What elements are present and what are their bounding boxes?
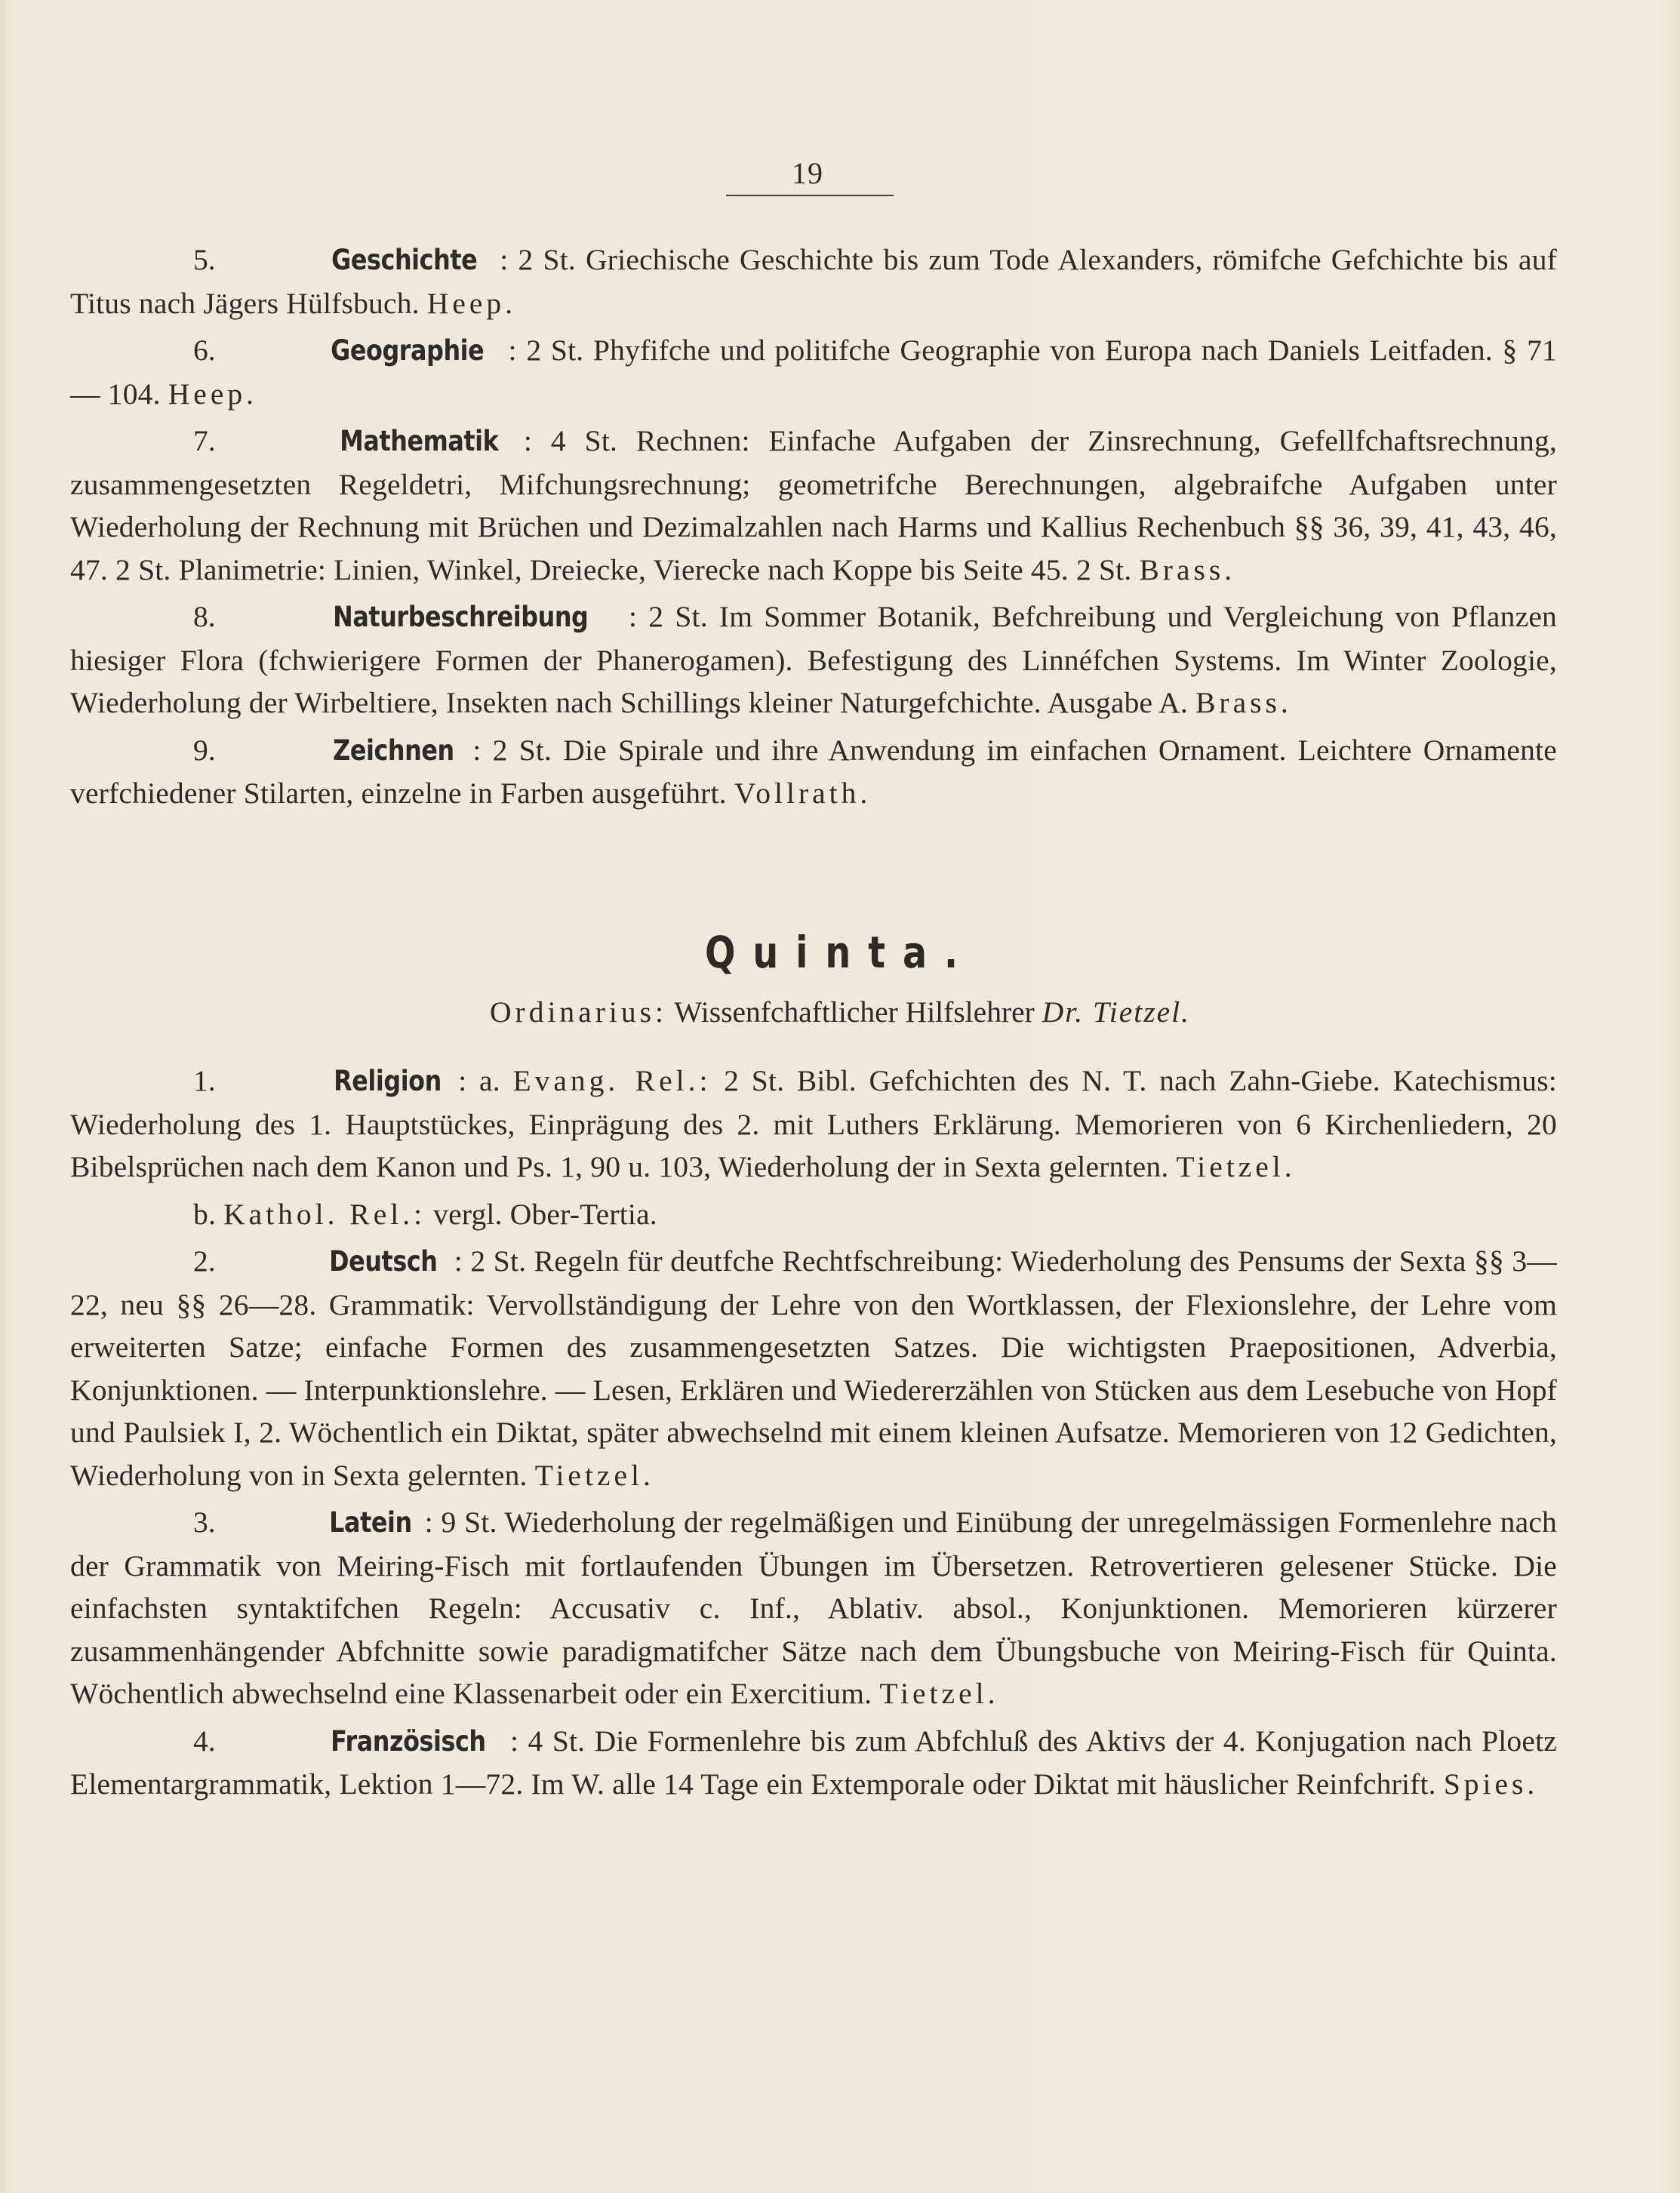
entry-teacher: Brass. xyxy=(1195,686,1292,719)
entry-mathematik xyxy=(70,420,1557,591)
section-heading-quinta: Quinta. xyxy=(704,927,976,978)
entry-number: 7. xyxy=(193,424,216,457)
entry-teacher: Brass. xyxy=(1139,552,1236,586)
entry-text: 2 St. Bibl. Gefchichten des N. T. nach Zahn-Giebe. Katechismus: Wiederholung des 1. Hauptstückes, Einprägung des 2. mit Luthers Erklärung. Memorieren von 6 Kirchenliedern, 20 Bibelsprüchen nach dem Kanon und Ps. 1, 90 u. 103, Wiederholung der in Sexta gelernten. xyxy=(70,1064,1557,1183)
entry-text: : 2 St. Im Sommer Botanik, Befchreibung und Vergleichung von Pflanzen hiesiger Flora (fchwierigere Formen der Phanerogamen). Befestigung des Linnéfchen Systems. Im Winter Zoologie, Wiederholung der Wirbeltiere, Insekten nach Schillings kleiner Naturgefchichte. Ausgabe A. xyxy=(70,600,1558,719)
entry-naturbeschreibung xyxy=(70,595,1557,724)
entry-subject: Französisch xyxy=(331,1724,486,1758)
entry-subject: Deutsch xyxy=(329,1245,438,1278)
entry-number: 5. xyxy=(193,243,216,276)
ordinarius-line xyxy=(0,995,1680,1029)
section-previous-class xyxy=(70,238,1557,815)
entry-teacher: Tietzel. xyxy=(879,1677,999,1710)
entry-subject: Mathematik xyxy=(340,425,499,457)
entry-franzoesisch xyxy=(70,1720,1557,1806)
entry-number: 9. xyxy=(193,733,216,767)
entry-teacher: Vollrath. xyxy=(734,777,872,810)
page-number: 19 xyxy=(792,156,823,190)
ordinarius-name: Dr. Tietzel. xyxy=(1042,995,1190,1029)
entry-text: : 2 St. Phyfifche und politifche Geographie von Europa nach Daniels Leitfaden. § 71 — 104. xyxy=(70,334,1558,411)
entry-geschichte xyxy=(70,238,1557,324)
entry-number: 2. xyxy=(193,1244,216,1278)
entry-label: Kathol. Rel.: xyxy=(223,1197,426,1231)
entry-text: : 4 St. Die Formenlehre bis zum Abfchluß des Aktivs der 4. Konjugation nach Ploetz Elementargrammatik, Lektion 1—72. Im W. alle 14 Tage ein Extemporale oder Diktat mit häuslicher Reinfchrift. xyxy=(70,1724,1558,1801)
entry-text: : 4 St. Rechnen: Einfache Aufgaben der Zinsrechnung, Gefellfchaftsrechnung, zusammengesetzten Regeldetri, Mifchungsrechnung; geometrifche Berechnungen, algebraifche Aufgaben unter Wiederholung der Rechnung mit Brüchen und Dezimalzahlen nach Harms und Kallius Rechenbuch §§ 36, 39, 41, 43, 46, 47. 2 St. Planimetrie: Linien, Winkel, Dreiecke, Vierecke nach Koppe bis Seite 45. 2 St. xyxy=(70,424,1557,586)
entry-number: 6. xyxy=(193,334,216,367)
entry-teacher: Heep. xyxy=(426,286,517,320)
entry-teacher: Heep. xyxy=(168,377,257,411)
section-quinta xyxy=(70,1060,1557,1806)
entry-deutsch xyxy=(70,1240,1557,1496)
entry-text: b. xyxy=(193,1197,224,1231)
entry-zeichnen xyxy=(70,729,1557,815)
ordinarius-label: Ordinarius: xyxy=(490,995,667,1029)
entry-text: vergl. Ober-Tertia. xyxy=(426,1197,657,1231)
entry-subject: Religion xyxy=(334,1065,442,1097)
entry-religion xyxy=(70,1060,1557,1189)
entry-kathol xyxy=(70,1193,1557,1236)
entry-number: 8. xyxy=(193,600,216,633)
entry-subject: Naturbeschreibung xyxy=(332,601,589,633)
entry-subject: Latein xyxy=(329,1506,413,1539)
entry-text: : 2 St. Die Spirale und ihre Anwendung im einfachen Ornament. Leichtere Ornamente verfchiedener Stilarten, einzelne in Farben ausgeführt. xyxy=(70,733,1558,810)
entry-text: : 2 St. Griechische Geschichte bis zum Tode Alexanders, römifche Gefchichte bis auf Titus nach Jägers Hülfsbuch. xyxy=(70,243,1557,320)
entry-subject: Geschichte xyxy=(331,244,477,276)
entry-subject: Geographie xyxy=(331,334,485,367)
entry-teacher: Spies. xyxy=(1443,1767,1539,1801)
entry-teacher: Tietzel. xyxy=(1176,1150,1296,1183)
entry-label: Evang. Rel.: xyxy=(512,1064,712,1097)
entry-text: : 9 St. Wiederholung der regelmäßigen und Einübung der unregelmässigen Formenlehre nach der Grammatik von Meiring-Fisch mit fortlaufenden Übungen im Übersetzen. Retrovertieren gelesener Stücke. Die einfachsten syntaktifchen Regeln: Accusativ c. Inf., Ablativ. absol., Konjunktionen. Memorieren kürzerer zusammenhängender Abfchnitte sowie paradigmatifcher Sätze nach dem Übungsbuche von Meiring-Fisch für Quinta. Wöchentlich abwechselnd eine Klassenarbeit oder ein Exercitium. xyxy=(70,1506,1558,1710)
ordinarius-text: Wissenfchaftlicher Hilfslehrer xyxy=(666,995,1042,1029)
entry-text: : 2 St. Regeln für deutfche Rechtfschreibung: Wiederholung des Pensums der Sexta §§ 3—22, neu §§ 26—28. Grammatik: Vervollständigung der Lehre von den Wortklassen, der Flexionslehre, der Lehre vom erweiterten Satze; einfache Formen des zusammengesetzten Satzes. Die wichtigsten Praepositionen, Adverbia, Konjunktionen. — Interpunktionslehre. — Lesen, Erklären und Wiedererzählen von Stücken aus dem Lesebuche von Hopf und Paulsiek I, 2. Wöchentlich ein Diktat, später abwechselnd mit einem kleinen Aufsatze. Memorieren von 12 Gedichten, Wiederholung von in Sexta gelernten. xyxy=(70,1244,1558,1492)
page-number-rule xyxy=(726,195,894,196)
entry-text: : a. xyxy=(458,1064,513,1097)
entry-latein xyxy=(70,1501,1557,1715)
entry-teacher: Tietzel. xyxy=(534,1458,654,1492)
entry-number: 1. xyxy=(193,1064,216,1097)
entry-subject: Zeichnen xyxy=(332,734,454,767)
entry-geographie xyxy=(70,329,1557,415)
entry-number: 3. xyxy=(193,1506,216,1539)
entry-number: 4. xyxy=(193,1724,216,1758)
